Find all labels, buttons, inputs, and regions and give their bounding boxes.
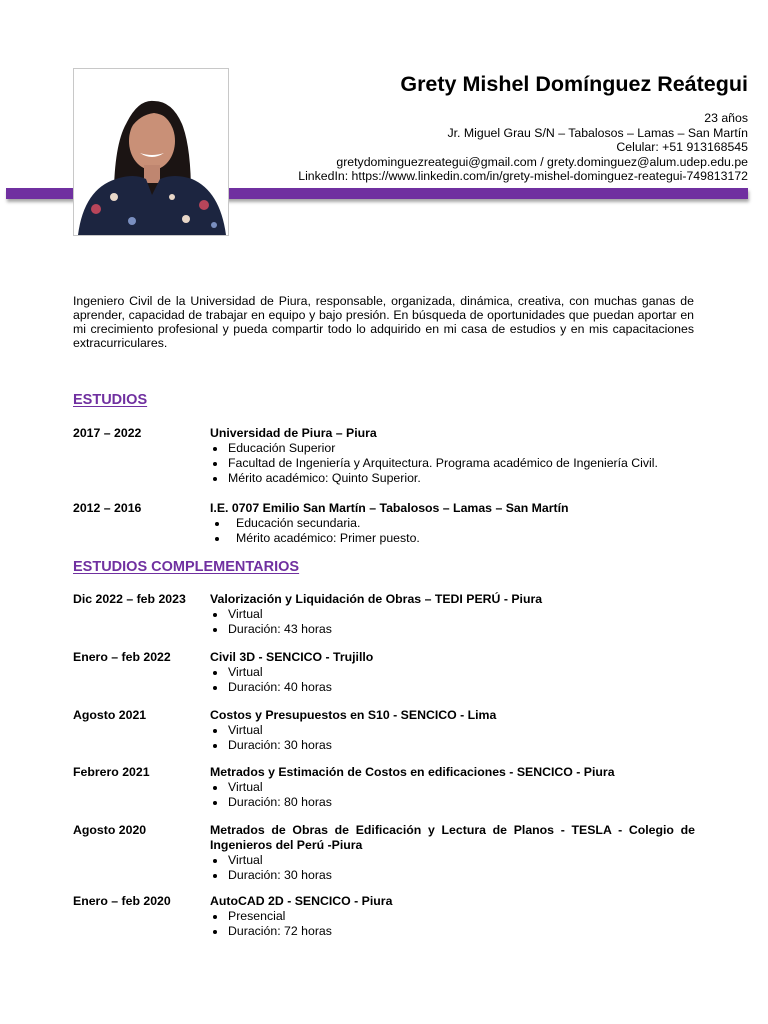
entry-item: Facultad de Ingeniería y Arquitectura. Programa académico de Ingeniería Civil. [210, 456, 695, 471]
entry-date: Febrero 2021 [73, 765, 150, 779]
entry-item: Virtual [210, 853, 695, 868]
phone: Celular: +51 913168545 [616, 140, 748, 154]
entry-date: Enero – feb 2022 [73, 650, 171, 664]
course-entry [73, 765, 695, 810]
entry-item: Presencial [210, 909, 695, 924]
course-entry [73, 823, 695, 883]
studies-heading: ESTUDIOS [73, 392, 148, 408]
entry-item: Duración: 72 horas [210, 924, 695, 939]
entry-item: Virtual [210, 780, 695, 795]
profile-photo [73, 68, 229, 236]
entry-date: 2017 – 2022 [73, 426, 142, 440]
entry-item: Educación secundaria. [210, 516, 695, 531]
entry-item: Mérito académico: Quinto Superior. [210, 471, 695, 486]
email-addresses[interactable]: gretydominguezreategui@gmail.com / grety.dominguez@alum.udep.edu.pe [336, 154, 748, 169]
study-entry [73, 426, 695, 486]
profile-summary: Ingeniero Civil de la Universidad de Piura, responsable, organizada, dinámica, creativa, con muchas ganas de aprender, capacidad de trabajar en equipo y bajo presión. En búsqueda de oportunidades que puedan aportar en mi crecimiento profesional y pueda compartir todo lo adquirido en mi casa de estudios y en mis capacitaciones extracurriculares. [73, 294, 694, 350]
candidate-name: Grety Mishel Domínguez Reátegui [400, 72, 748, 96]
entry-title: Universidad de Piura – Piura [210, 426, 377, 440]
entry-item: Virtual [210, 665, 695, 680]
entry-item: Educación Superior [210, 441, 695, 456]
entry-item: Virtual [210, 723, 695, 738]
age: 23 años [704, 111, 748, 125]
entry-title: Metrados y Estimación de Costos en edificaciones - SENCICO - Piura [210, 765, 615, 779]
entry-item: Virtual [210, 607, 695, 622]
course-entry [73, 592, 695, 637]
entry-title: AutoCAD 2D - SENCICO - Piura [210, 894, 393, 908]
entry-item: Duración: 30 horas [210, 738, 695, 753]
entry-date: 2012 – 2016 [73, 501, 142, 515]
entry-date: Agosto 2021 [73, 708, 147, 722]
entry-item: Duración: 80 horas [210, 795, 695, 810]
course-entry [73, 650, 695, 695]
entry-title: I.E. 0707 Emilio San Martín – Tabalosos – Lamas – San Martín [210, 501, 569, 515]
complementary-studies-heading: ESTUDIOS COMPLEMENTARIOS [73, 559, 300, 575]
entry-title: Metrados de Obras de Edificación y Lectura de Planos - TESLA - Colegio de Ingenieros del Perú -Piura [210, 823, 695, 852]
contact-block [298, 111, 748, 184]
linkedin-link[interactable]: LinkedIn: https://www.linkedin.com/in/grety-mishel-dominguez-reategui-749813172 [298, 169, 748, 183]
entry-item: Duración: 43 horas [210, 622, 695, 637]
entry-date: Agosto 2020 [73, 823, 147, 837]
entry-title: Valorización y Liquidación de Obras – TEDI PERÚ - Piura [210, 592, 543, 606]
course-entry [73, 894, 695, 939]
course-entry [73, 708, 695, 753]
entry-item: Duración: 40 horas [210, 680, 695, 695]
entry-item: Duración: 30 horas [210, 868, 695, 883]
entry-title: Civil 3D - SENCICO - Trujillo [210, 650, 374, 664]
study-entry [73, 501, 695, 546]
entry-title: Costos y Presupuestos en S10 - SENCICO - Lima [210, 708, 497, 722]
entry-date: Enero – feb 2020 [73, 894, 171, 908]
entry-date: Dic 2022 – feb 2023 [73, 592, 186, 606]
entry-item: Mérito académico: Primer puesto. [210, 531, 695, 546]
address: Jr. Miguel Grau S/N – Tabalosos – Lamas – San Martín [447, 125, 748, 140]
